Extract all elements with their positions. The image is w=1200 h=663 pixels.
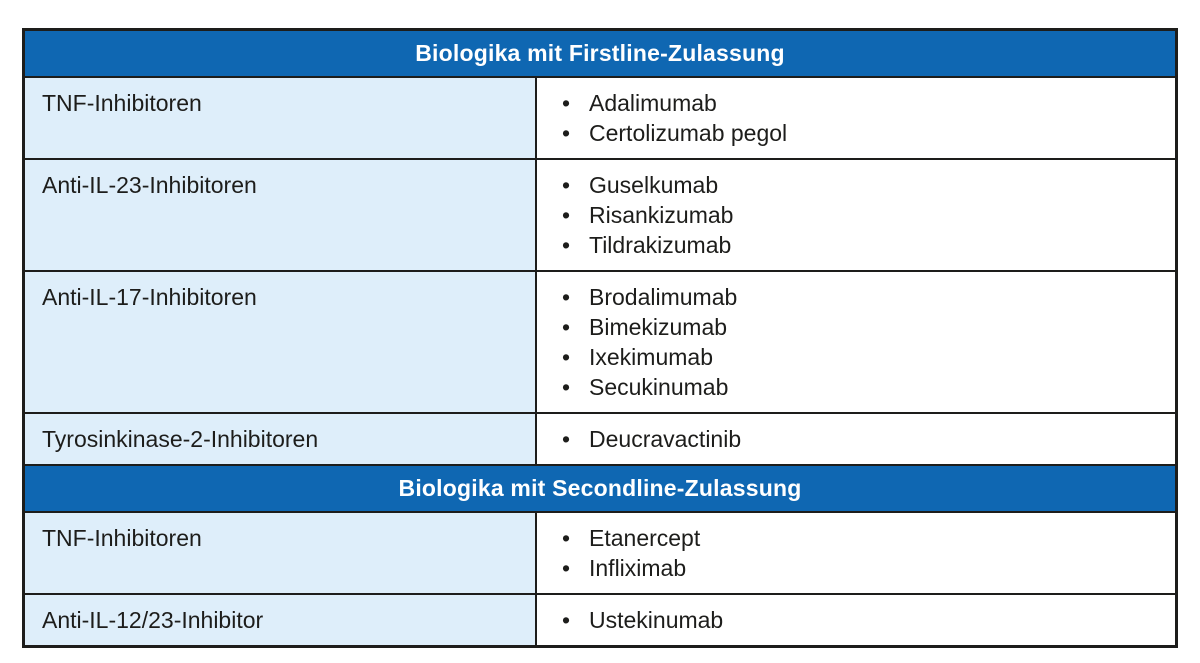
category-label: TNF-Inhibitoren <box>42 90 202 116</box>
biologics-table <box>22 28 1178 648</box>
drug-item: • Ixekimumab <box>537 342 1165 372</box>
category-cell <box>25 595 537 645</box>
drug-list <box>537 523 1165 583</box>
drug-item: • Bimekizumab <box>537 312 1165 342</box>
category-label: Anti-IL-17-Inhibitoren <box>42 284 257 310</box>
table-row <box>25 270 1175 412</box>
drug-item: • Risankizumab <box>537 200 1165 230</box>
drug-item: • Secukinumab <box>537 372 1165 402</box>
drug-list <box>537 605 1165 635</box>
drug-item: • Infliximab <box>537 553 1165 583</box>
drug-item: • Certolizumab pegol <box>537 118 1165 148</box>
category-label: Anti-IL-12/23-Inhibitor <box>42 607 264 633</box>
category-cell <box>25 78 537 158</box>
table-row <box>25 593 1175 645</box>
drug-item: • Tildrakizumab <box>537 230 1165 260</box>
drugs-cell <box>537 160 1175 270</box>
drug-item: • Ustekinumab <box>537 605 1165 635</box>
drug-item: • Deucravactinib <box>537 424 1165 454</box>
drug-list <box>537 170 1165 260</box>
drugs-cell <box>537 414 1175 464</box>
drugs-cell <box>537 513 1175 593</box>
section-header-firstline <box>25 31 1175 76</box>
section-header-secondline <box>25 464 1175 511</box>
category-label: Tyrosinkinase-2-Inhibitoren <box>42 426 319 452</box>
category-cell <box>25 272 537 412</box>
drug-item: • Brodalimumab <box>537 282 1165 312</box>
drugs-cell <box>537 595 1175 645</box>
drugs-cell <box>537 272 1175 412</box>
drugs-cell <box>537 78 1175 158</box>
drug-list <box>537 88 1165 148</box>
drug-item: • Adalimumab <box>537 88 1165 118</box>
category-label: Anti-IL-23-Inhibitoren <box>42 172 257 198</box>
section-header-secondline-title: Biologika mit Secondline-Zulassung <box>398 475 802 501</box>
category-cell <box>25 160 537 270</box>
drug-item: • Etanercept <box>537 523 1165 553</box>
drug-list <box>537 424 1165 454</box>
section-header-firstline-title: Biologika mit Firstline-Zulassung <box>415 40 785 66</box>
table-row <box>25 158 1175 270</box>
category-cell <box>25 414 537 464</box>
table-row <box>25 76 1175 158</box>
drug-item: • Guselkumab <box>537 170 1165 200</box>
drug-list <box>537 282 1165 402</box>
table-row <box>25 511 1175 593</box>
category-cell <box>25 513 537 593</box>
category-label: TNF-Inhibitoren <box>42 525 202 551</box>
table-row <box>25 412 1175 464</box>
